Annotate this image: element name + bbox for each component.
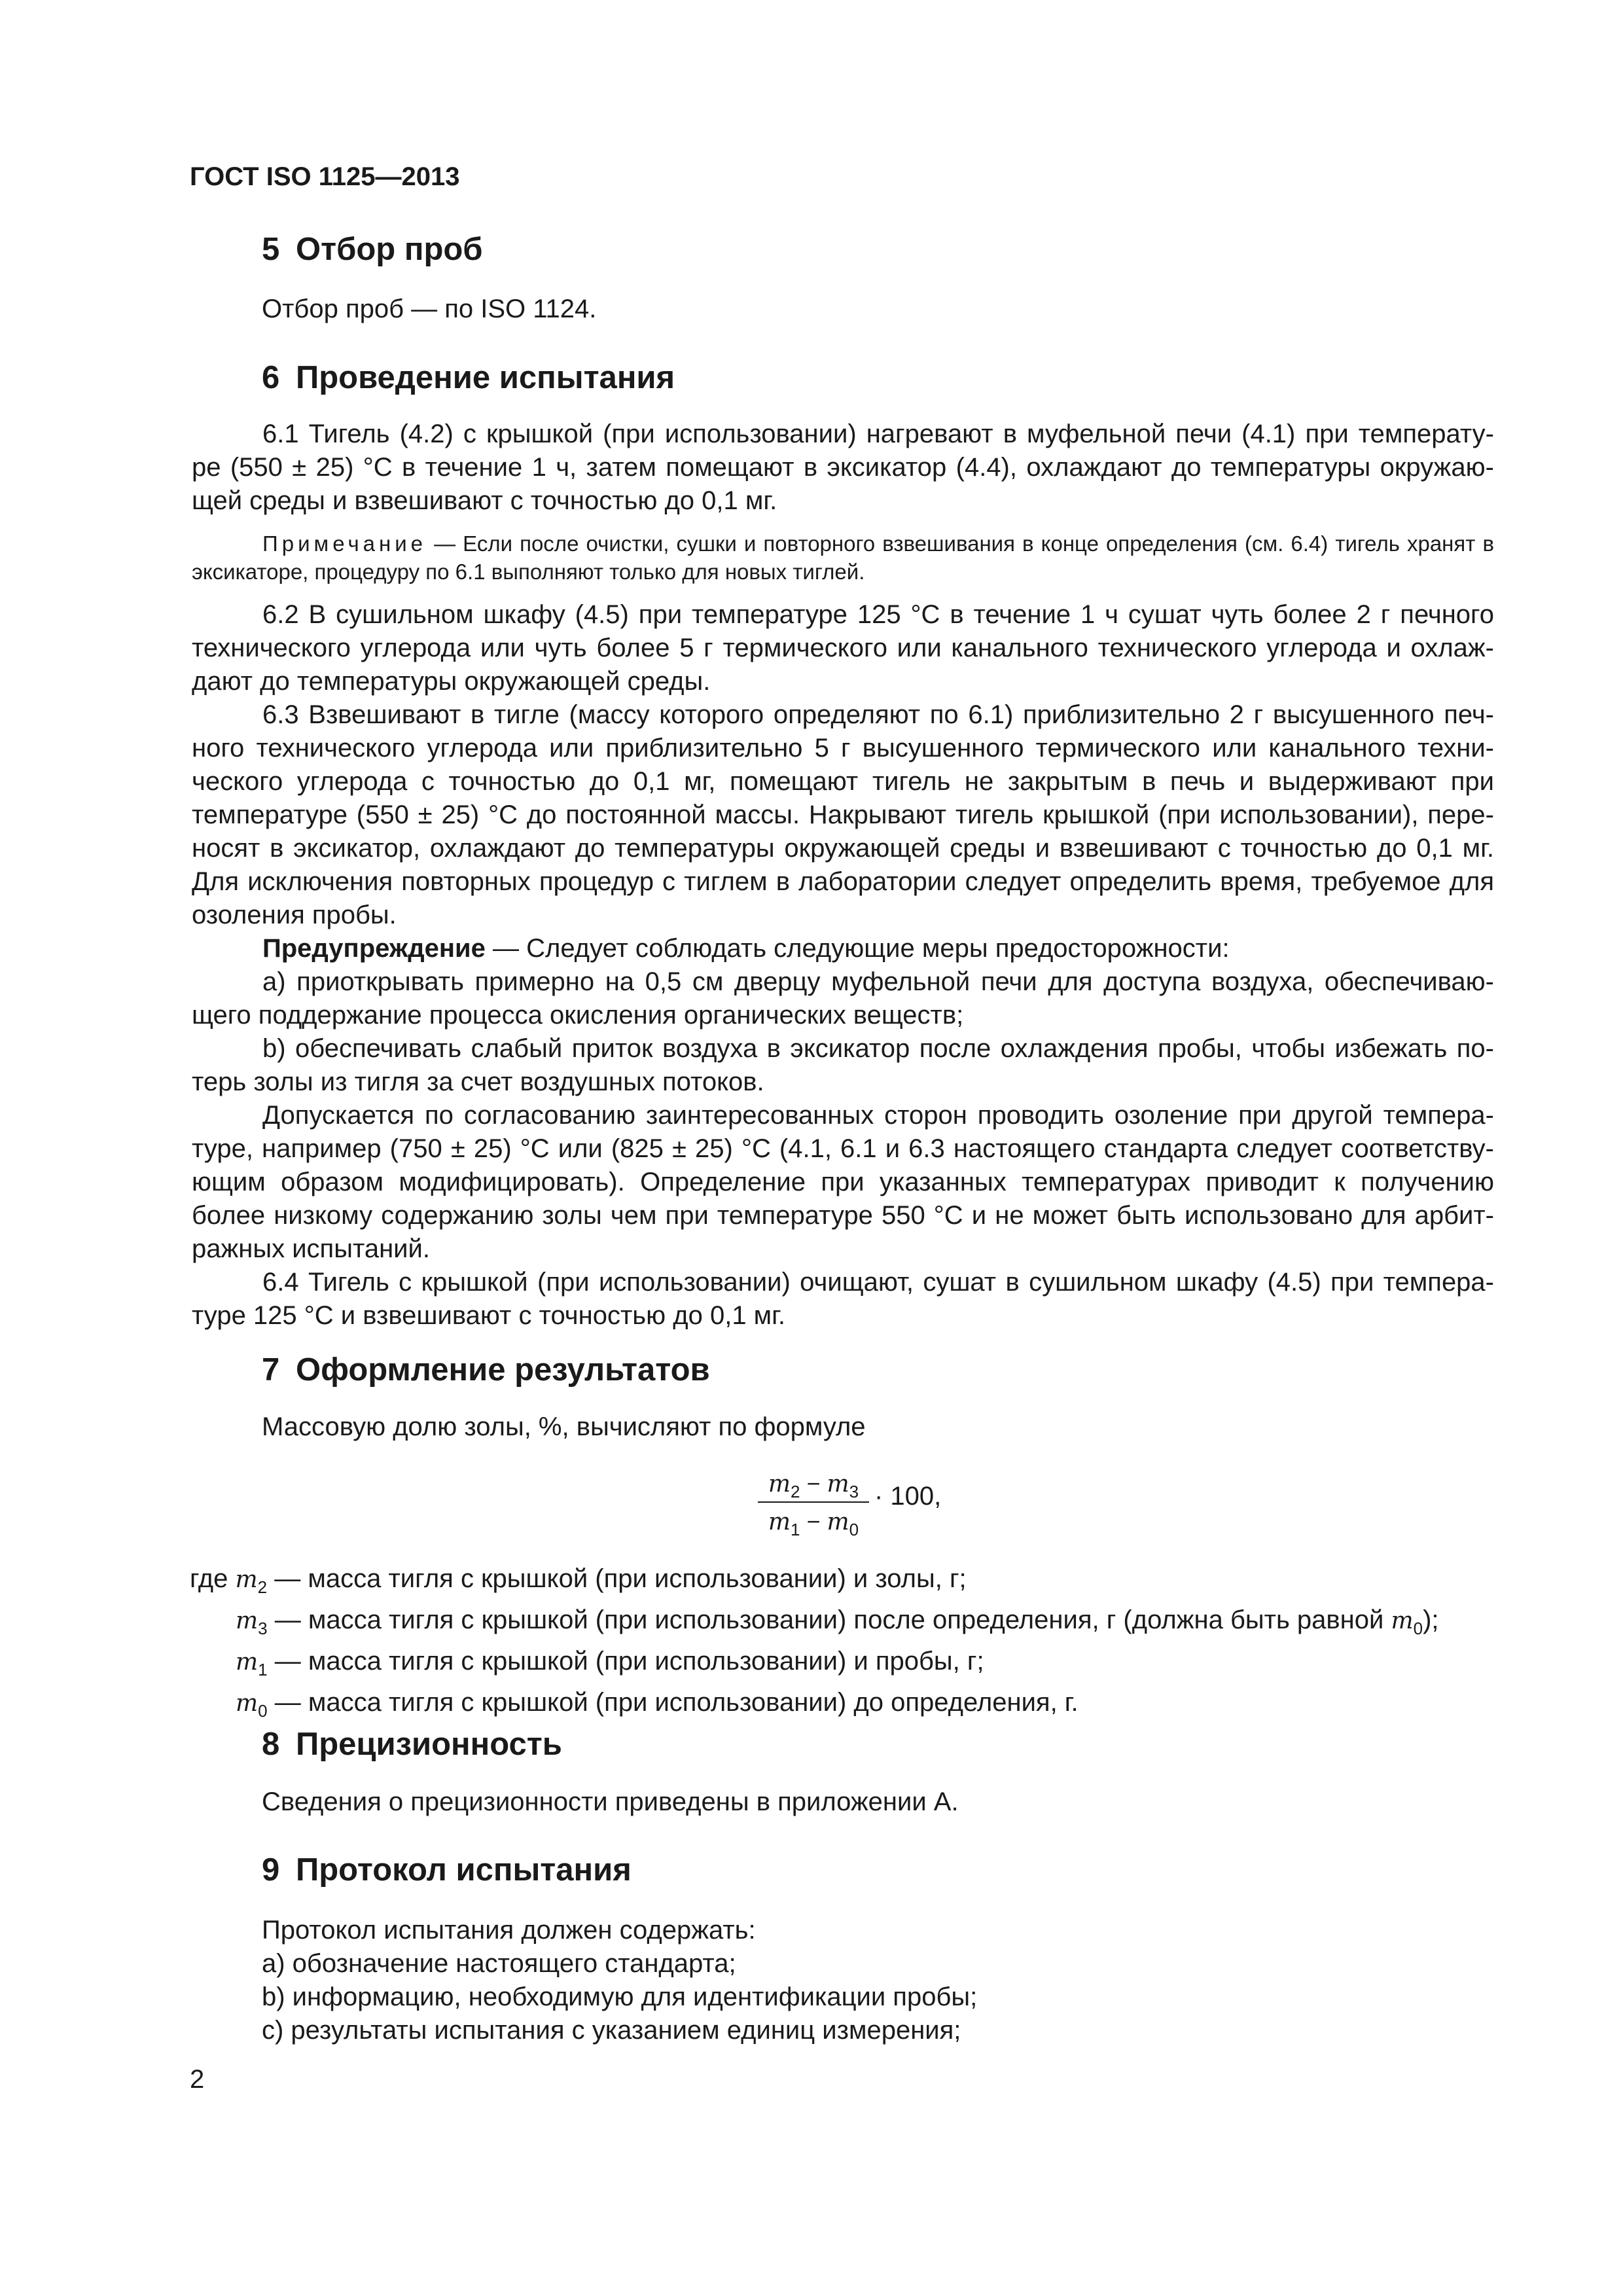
paragraph-alt-temp-line: ющим образом модифицировать). Определение при указанных температурах приводит к получению [192,1168,1494,1196]
page-number: 2 [190,2065,205,2094]
section-title: Проведение испытания [296,360,675,395]
note-text: — Если после очистки, сушки и повторного взвешивания в конце определения (см. 6.4) тигель хранят в эксикаторе, процедуру по 6.1 выполняют только для новых тиглей. [192,531,1494,584]
section-8-heading [262,1726,562,1763]
paragraph-alt-temp-line: более низкому содержанию золы чем при температуре 550 °С и не может быть использовано для арбит- [192,1201,1494,1230]
paragraph-6-2-line: 6.2 В сушильном шкафу (4.5) при температуре 125 °С в течение 1 ч сушат чуть более 2 г печного [262,600,1494,629]
paragraph-6-4-line: 6.4 Тигель с крышкой (при использовании) очищают, сушат в сушильном шкафу (4.5) при темпера- [262,1268,1494,1297]
section-title: Оформление результатов [296,1352,710,1388]
warning-label: Предупреждение [262,934,486,963]
section-number: 8 [262,1727,280,1762]
section-title: Прецизионность [296,1727,562,1762]
list-item: b) информацию, необходимую для идентификации пробы; [262,1982,978,2011]
list-item: a) обозначение настоящего стандарта; [262,1949,736,1978]
paragraph-alt-temp-line: туре, например (750 ± 25) °С или (825 ± 25) °С (4.1, 6.1 и 6.3 настоящего стандарта следует соответству- [192,1134,1494,1163]
paragraph-6-1-line: ре (550 ± 25) °С в течение 1 ч, затем помещают в эксикатор (4.4), охлаждают до температуры окружаю- [192,453,1494,482]
section-6-heading [262,359,675,396]
paragraph-6-1-line: 6.1 Тигель (4.2) с крышкой (при использовании) нагревают в муфельной печи (4.1) при температу- [262,420,1494,448]
formula-denominator: $m_1 - m_0$ [768,1508,859,1539]
list-item-b-line: b) обеспечивать слабый приток воздуха в эксикатор после охлаждения пробы, чтобы избежать по- [262,1034,1494,1063]
section-5-text: Отбор проб — по ISO 1124. [262,295,597,323]
paragraph-6-3-line: ческого углерода с точностью до 0,1 мг, помещают тигель не закрытым в печь и выдерживают при [192,767,1494,796]
list-item-a-line: a) приоткрывать примерно на 0,5 см дверцу муфельной печи для доступа воздуха, обеспечиваю- [262,967,1494,996]
section-number: 7 [262,1352,280,1388]
paragraph-6-3-line: озоления пробы. [192,901,397,929]
list-item-b-line: терь золы из тигля за счет воздушных потоков. [192,1067,764,1096]
section-number: 9 [262,1852,280,1888]
formula-intro: Массовую долю золы, %, вычисляют по формуле [262,1412,866,1441]
variable-definition: где $m_2$ — масса тигля с крышкой (при использовании) и золы, г; [190,1564,967,1597]
section-title: Протокол испытания [296,1852,632,1888]
paragraph-6-2-line: технического углерода или чуть более 5 г термического или канального технического углерода и охлаж- [192,634,1494,662]
variable-definitions [190,1562,1439,1727]
paragraph-6-3-line: Для исключения повторных процедур с тиглем в лаборатории следует определить время, требуемое для [192,867,1494,896]
list-item-a-line: щего поддержание процесса окисления органических веществ; [192,1001,964,1030]
document-header: ГОСТ ISO 1125—2013 [190,162,460,191]
warning-text: — Следует соблюдать следующие меры предосторожности: [485,934,1230,963]
paragraph-6-2-line: дают до температуры окружающей среды. [192,667,711,696]
variable-definition: $m_3$ — масса тигля с крышкой (при использовании) после определения, г (должна быть равной $m_0$); [236,1605,1439,1638]
variable-definition: $m_1$ — масса тигля с крышкой (при использовании) и пробы, г; [236,1647,984,1679]
warning-line [262,932,1230,965]
fraction-bar [758,1501,869,1503]
paragraph-6-3-line: носят в эксикатор, охлаждают до температуры окружающей среды и взвешивают с точностью до 0,1 мг. [192,834,1494,863]
section-8-text: Сведения о прецизионности приведены в приложении А. [262,1787,959,1816]
paragraph-6-3-line: 6.3 Взвешивают в тигле (массу которого определяют по 6.1) приблизительно 2 г высушенного печ- [262,700,1494,729]
section-number: 5 [262,232,280,267]
paragraph-6-1-line: щей среды и взвешивают с точностью до 0,1 мг. [192,486,777,515]
list-item: c) результаты испытания с указанием единиц измерения; [262,2016,961,2045]
section-5-heading [262,231,483,268]
paragraph-6-3-line: ного технического углерода или приблизительно 5 г высушенного термического или канального техни- [192,734,1494,762]
section-9-intro: Протокол испытания должен содержать: [262,1916,756,1945]
paragraph-alt-temp-line: Допускается по согласованию заинтересованных сторон проводить озоление при другой темпера- [262,1101,1494,1130]
formula-numerator: $m_2 - m_3$ [768,1470,859,1501]
formula-fraction [758,1467,869,1538]
paragraph-6-3-line: температуре (550 ± 25) °С до постоянной массы. Накрывают тигель крышкой (при использовании), пере- [192,800,1494,829]
section-title: Отбор проб [296,232,483,267]
variable-definition: $m_0$ — масса тигля с крышкой (при использовании) до определения, г. [236,1688,1079,1721]
note-label: Примечание [262,531,427,556]
section-9-heading [262,1852,632,1888]
section-number: 6 [262,360,280,395]
paragraph-6-4-line: туре 125 °С и взвешивают с точностью до 0,1 мг. [192,1301,785,1330]
formula-multiplier: · 100, [874,1482,942,1511]
paragraph-alt-temp-line: ражных испытаний. [192,1234,430,1263]
section-7-heading [262,1352,710,1388]
note-6-1 [192,529,1494,586]
